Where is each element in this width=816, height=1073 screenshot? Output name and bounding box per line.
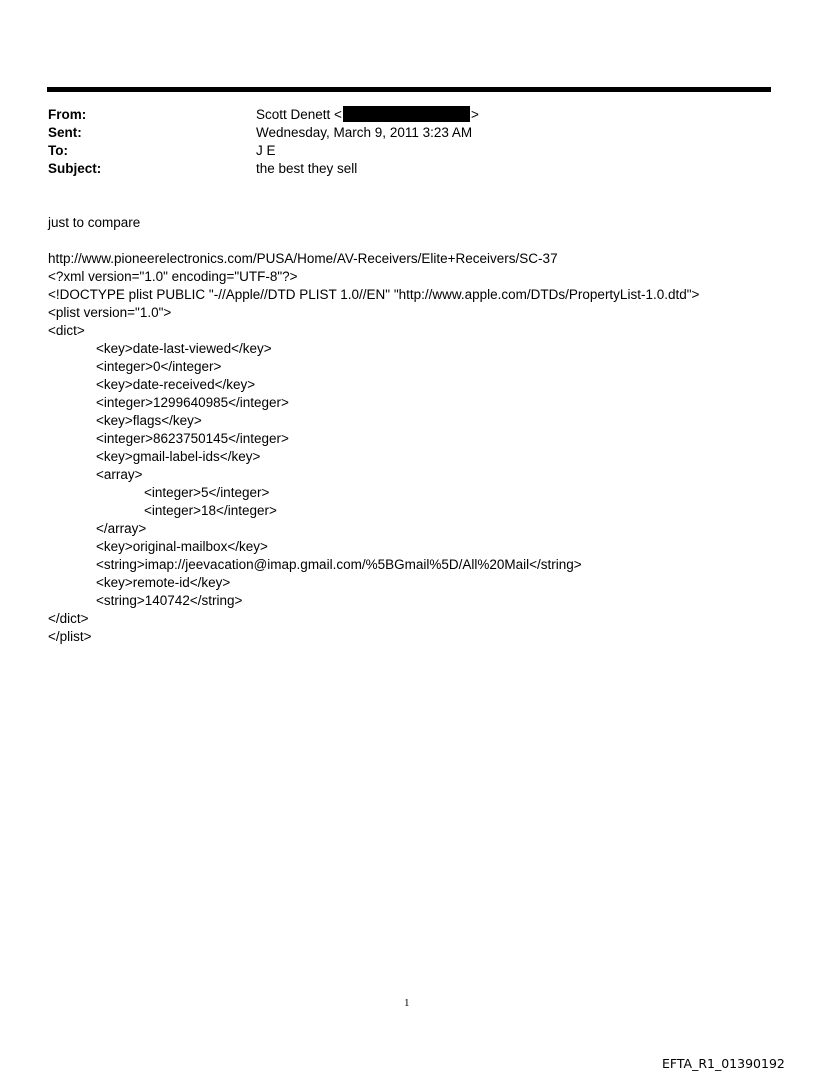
body-line: <string>imap://jeevacation@imap.gmail.com/%5BGmail%5D/All%20Mail</string> — [96, 557, 582, 572]
from-label: From: — [48, 107, 87, 122]
body-line: <key>gmail-label-ids</key> — [96, 449, 261, 464]
subject-label: Subject: — [48, 161, 102, 176]
from-value — [256, 106, 479, 124]
body-line: <string>140742</string> — [96, 593, 243, 608]
body-line: <integer>1299640985</integer> — [96, 395, 289, 410]
body-line: http://www.pioneerelectronics.com/PUSA/Home/AV-Receivers/Elite+Receivers/SC-37 — [48, 251, 558, 266]
body-line: <key>remote-id</key> — [96, 575, 231, 590]
body-line: </array> — [96, 521, 147, 536]
body-line: <array> — [96, 467, 143, 482]
body-line: <integer>0</integer> — [96, 359, 222, 374]
body-line: <dict> — [48, 323, 85, 338]
body-line: <integer>8623750145</integer> — [96, 431, 289, 446]
body-line: <?xml version="1.0" encoding="UTF-8"?> — [48, 269, 298, 284]
body-line: <!DOCTYPE plist PUBLIC "-//Apple//DTD PLIST 1.0//EN" "http://www.apple.com/DTDs/PropertyList-1.0.dtd"> — [48, 287, 700, 302]
body-line: </dict> — [48, 611, 89, 626]
sender-email-close: > — [470, 107, 479, 122]
bates-number: EFTA_R1_01390192 — [662, 1056, 785, 1071]
to-value: J E — [256, 143, 276, 158]
redacted-email-address — [343, 106, 470, 122]
page-number: 1 — [404, 997, 410, 1009]
body-line: </plist> — [48, 629, 92, 644]
body-line: <plist version="1.0"> — [48, 305, 172, 320]
to-label: To: — [48, 143, 68, 158]
sender-name: Scott Denett < — [256, 107, 342, 122]
body-line: <integer>5</integer> — [144, 485, 270, 500]
sent-value: Wednesday, March 9, 2011 3:23 AM — [256, 125, 473, 140]
body-line: <key>date-last-viewed</key> — [96, 341, 272, 356]
body-intro: just to compare — [48, 215, 141, 230]
body-line: <key>original-mailbox</key> — [96, 539, 268, 554]
body-line: <integer>18</integer> — [144, 503, 277, 518]
header-divider — [47, 87, 771, 92]
body-line: <key>flags</key> — [96, 413, 202, 428]
subject-value: the best they sell — [256, 161, 358, 176]
sent-label: Sent: — [48, 125, 82, 140]
body-line: <key>date-received</key> — [96, 377, 256, 392]
